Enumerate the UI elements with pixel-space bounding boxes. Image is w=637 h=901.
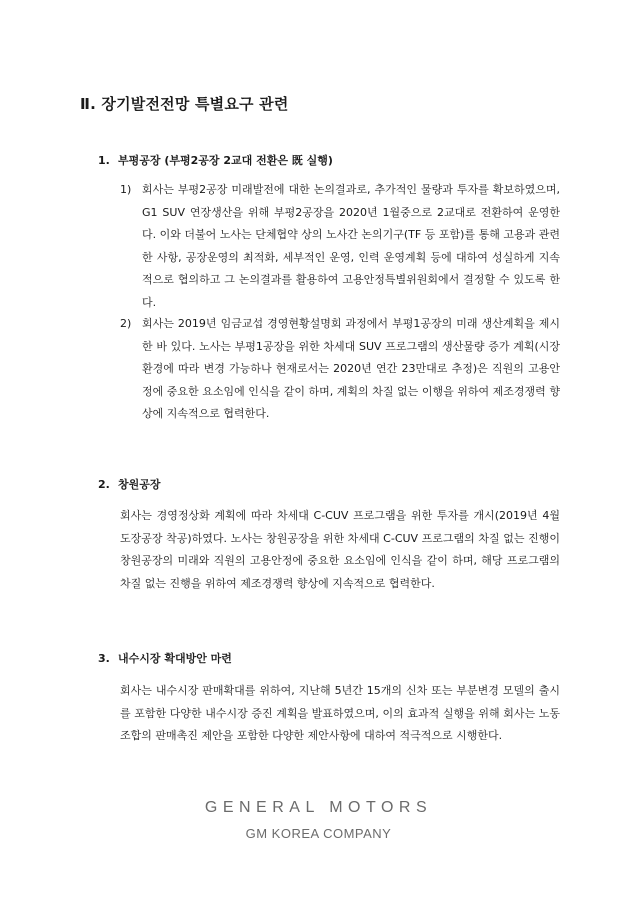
item-text: 회사는 2019년 임금교섭 경영현황설명회 과정에서 부평1공장의 미래 생산계획을 제시한 바 있다. 노사는 부평1공장을 위한 차세대 SUV 프로그램의 생산물량 증가 계획(시장환경에 따라 변경 가능하나 현재로서는 2020년 연간 23만대로 추정)은 직원의 고용안정에 중요한 요소임에 인식을 같이 하며, 계획의 차질 없는 이행을 위하여 제조경쟁력 향상에 지속적으로 협력한다. — [142, 317, 560, 420]
section-number: 1. — [98, 154, 110, 167]
list-item — [120, 179, 560, 309]
footer-company-name: GM KOREA COMPANY — [245, 826, 392, 841]
section-3-heading — [98, 650, 232, 666]
item-marker: 1) — [120, 183, 132, 196]
section-paragraph: 회사는 내수시장 판매확대를 위하여, 지난해 5년간 15개의 신차 또는 부분변경 모델의 출시를 포함한 다양한 내수시장 증진 계획을 발표하였으며, 이의 효과적 실행을 위해 회사는 노동조합의 판매촉진 제안을 포함한 다양한 제안사항에 대하여 적극적으로 시행한다. — [120, 684, 560, 743]
section-title: 내수시장 확대방안 마련 — [118, 652, 232, 665]
page-heading: Ⅱ. 장기발전전망 특별요구 관련 — [80, 95, 289, 113]
section-1-heading — [98, 152, 333, 168]
section-2-heading — [98, 476, 161, 492]
list-item — [120, 313, 560, 431]
section-title: 창원공장 — [118, 478, 161, 491]
section-number: 3. — [98, 652, 110, 665]
item-text: 회사는 부평2공장 미래발전에 대한 논의결과로, 추가적인 물량과 투자를 확보하였으며, G1 SUV 연장생산을 위해 부평2공장을 2020년 1월중으로 2교대로 전환하여 운영한다. 이와 더불어 노사는 단체협약 상의 노사간 논의기구(TF 등 포함)를 통해 고용과 관련한 사항, 공장운영의 최적화, 세부적인 운영, 인력 운영계획 등에 대하여 성실하게 지속적으로 협의하고 그 논의결과를 활용하여 고용안정특별위원회에서 결정할 수 있도록 한다. — [142, 183, 560, 309]
item-marker: 2) — [120, 317, 132, 330]
footer-brand-logo: GENERAL MOTORS — [204, 799, 433, 816]
section-title: 부평공장 (부평2공장 2교대 전환은 既 실행) — [118, 154, 333, 167]
section-paragraph: 회사는 경영정상화 계획에 따라 차세대 C-CUV 프로그램을 위한 투자를 개시(2019년 4월 도장공장 착공)하였다. 노사는 창원공장을 위한 차세대 C-CUV 프로그램의 차질 없는 진행이 창원공장의 미래와 직원의 고용안정에 중요한 요소임에 인식을 같이 하며, 해당 프로그램의 차질 없는 진행을 위하여 제조경쟁력 향상에 지속적으로 협력한다. — [120, 509, 560, 590]
section-number: 2. — [98, 478, 110, 491]
